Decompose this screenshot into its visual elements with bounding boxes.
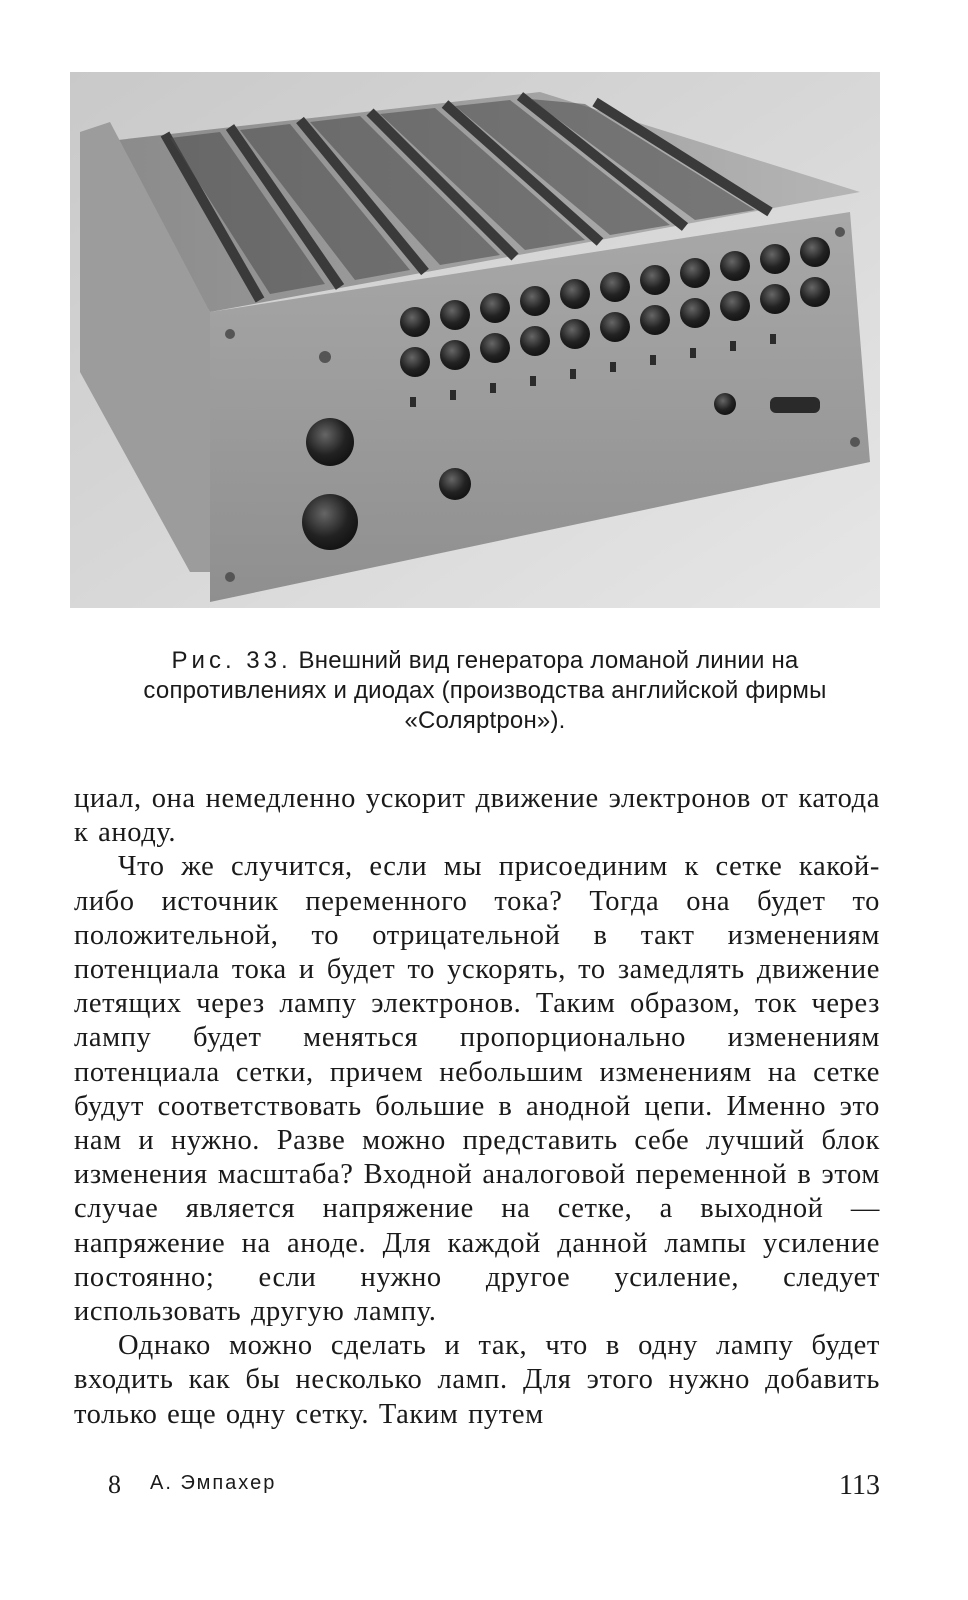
figure-caption bbox=[90, 646, 880, 736]
device-photo-illustration bbox=[70, 72, 880, 608]
signature-author: А. Эмпахер bbox=[150, 1472, 277, 1494]
figure-caption-text: Внешний вид генератора ломаной линии на сопротивлениях и диодах (производства английской фирмы «Солярtрон»). bbox=[143, 647, 827, 734]
figure-caption-label: Рис. 33. bbox=[171, 647, 292, 674]
body-text bbox=[74, 782, 880, 1432]
figure-photo bbox=[70, 72, 880, 608]
switch bbox=[770, 397, 820, 413]
large-knob-lower bbox=[302, 494, 358, 550]
signature-number: 8 bbox=[108, 1470, 121, 1499]
center-knob bbox=[439, 468, 471, 500]
page-footer bbox=[108, 1470, 880, 1510]
page-number: 113 bbox=[839, 1470, 880, 1501]
paragraph-continuation: циал, она немедленно ускорит движение электронов от катода к аноду. bbox=[74, 783, 880, 849]
paragraph: Что же случится, если мы присоединим к сетке какой-либо источник переменного тока? Тогда она будет то положительной, то отрицательной в такт изменениям потенциала тока и будет то ускорять, то замедлять движение летящих через лампу электронов. Таким образом, ток через лампу будет меняться пропорционально изменениям потенциала сетки, причем небольшим изменениям на сетке будут соответствовать большие в анодной цепи. Именно это нам и нужно. Разве можно представить себе лучший блок изменения масштаба? Входной аналоговой переменной в этом случае является напряжение на сетке, а выходной — напряжение на аноде. Для каждой данной лампы усиление постоянно; если нужно другое усиление, следует использовать другую лампу. bbox=[74, 851, 880, 1328]
small-knob bbox=[714, 393, 736, 415]
paragraph: Однако можно сделать и так, что в одну лампу будет входить как бы несколько ламп. Для этого нужно добавить только еще одну сетку. Таким путем bbox=[74, 1330, 880, 1430]
large-knob-upper bbox=[306, 418, 354, 466]
